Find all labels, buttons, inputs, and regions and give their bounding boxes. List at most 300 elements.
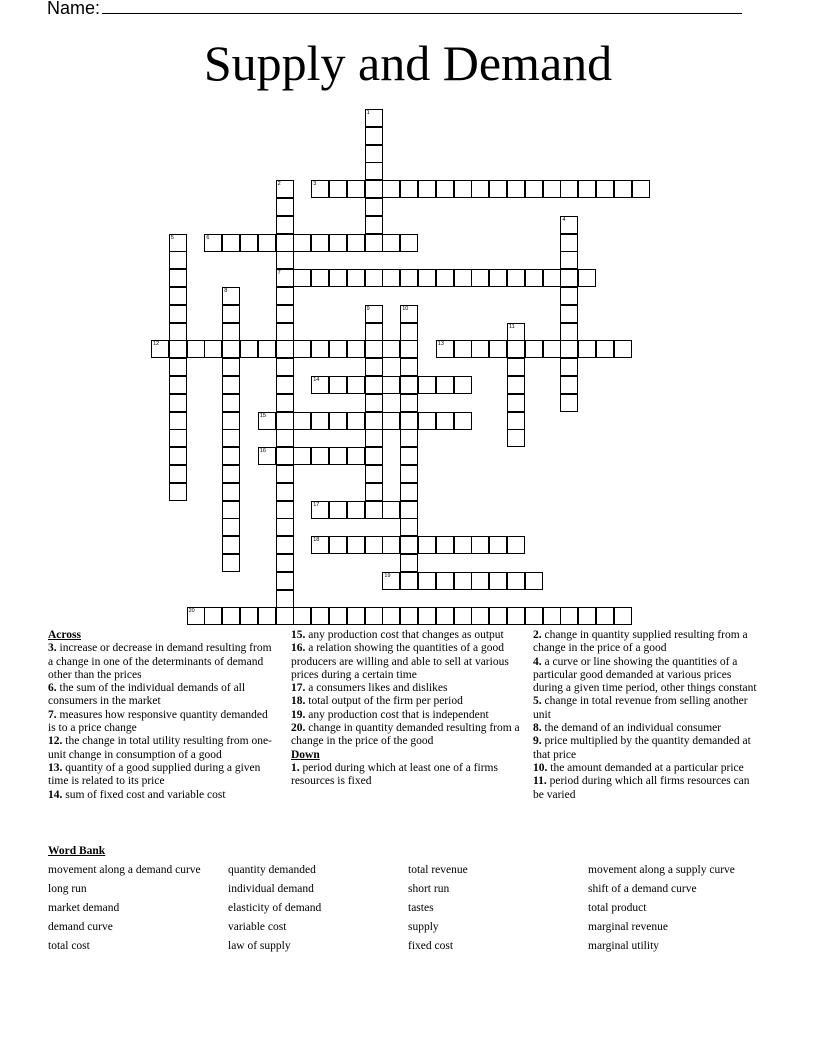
clue-number: 9 (366, 305, 370, 312)
grid-cell[interactable] (507, 572, 525, 590)
grid-cell[interactable] (525, 180, 543, 198)
clue-number: 6 (206, 234, 210, 241)
grid-cell[interactable] (276, 483, 294, 501)
grid-cell[interactable] (365, 376, 383, 394)
grid-cell[interactable] (222, 465, 240, 483)
word-bank-item: marginal revenue (588, 921, 668, 933)
grid-cell[interactable] (169, 323, 187, 341)
clue-number: 1 (366, 110, 370, 116)
clue-item: 19. any production cost that is independent (291, 708, 489, 721)
word-bank-item: variable cost (228, 921, 287, 933)
down-header: Down (291, 748, 320, 761)
grid-cell[interactable] (471, 536, 489, 554)
grid-cell[interactable] (543, 340, 561, 358)
grid-cell[interactable] (276, 607, 294, 625)
grid-cell[interactable] (596, 180, 614, 198)
grid-cell[interactable] (418, 536, 436, 554)
grid-cell[interactable] (258, 234, 276, 252)
grid-cell[interactable] (418, 607, 436, 625)
clue-number: 12 (153, 341, 160, 348)
grid-cell[interactable] (560, 287, 578, 305)
grid-cell[interactable] (222, 323, 240, 341)
clue-number: 14 (313, 377, 320, 383)
grid-cell[interactable] (240, 234, 258, 252)
word-bank-title: Word Bank (48, 845, 106, 857)
grid-cell[interactable] (365, 536, 383, 554)
grid-cell[interactable] (454, 340, 472, 358)
grid-cell[interactable] (204, 234, 222, 252)
grid-cell[interactable] (382, 536, 400, 554)
grid-cell[interactable] (365, 501, 383, 519)
grid-cell[interactable] (222, 447, 240, 465)
grid-cell[interactable] (258, 447, 276, 465)
grid-cell[interactable] (365, 162, 383, 180)
grid-cell[interactable] (400, 305, 418, 323)
grid-cell[interactable] (400, 180, 418, 198)
grid-cell[interactable] (293, 234, 311, 252)
grid-cell[interactable] (169, 483, 187, 501)
grid-cell[interactable] (578, 180, 596, 198)
grid-cell[interactable] (365, 269, 383, 287)
clue-item: 13. quantity of a good supplied during a given time is related to its price (48, 761, 261, 788)
grid-cell[interactable] (329, 340, 347, 358)
grid-cell[interactable] (276, 376, 294, 394)
grid-cell[interactable] (169, 412, 187, 430)
grid-cell[interactable] (382, 412, 400, 430)
grid-cell[interactable] (276, 234, 294, 252)
grid-cell[interactable] (365, 109, 383, 127)
word-bank-item: total revenue (408, 864, 468, 876)
grid-cell[interactable] (365, 127, 383, 145)
grid-cell[interactable] (382, 234, 400, 252)
grid-cell[interactable] (400, 483, 418, 501)
grid-cell[interactable] (454, 180, 472, 198)
grid-cell[interactable] (525, 269, 543, 287)
grid-cell[interactable] (276, 340, 294, 358)
grid-cell[interactable] (507, 412, 525, 430)
grid-cell[interactable] (169, 376, 187, 394)
grid-cell[interactable] (276, 429, 294, 447)
grid-cell[interactable] (347, 536, 365, 554)
grid-cell[interactable] (418, 180, 436, 198)
grid-cell[interactable] (365, 394, 383, 412)
grid-cell[interactable] (311, 180, 329, 198)
grid-cell[interactable] (204, 340, 222, 358)
grid-cell[interactable] (293, 607, 311, 625)
grid-cell[interactable] (454, 536, 472, 554)
grid-cell[interactable] (560, 340, 578, 358)
across-header: Across (48, 629, 82, 641)
word-bank-item: elasticity of demand (228, 902, 322, 914)
grid-cell[interactable] (258, 412, 276, 430)
grid-cell[interactable] (365, 323, 383, 341)
grid-cell[interactable] (169, 269, 187, 287)
grid-cell[interactable] (276, 536, 294, 554)
grid-cell[interactable] (400, 323, 418, 341)
grid-cell[interactable] (169, 287, 187, 305)
grid-cell[interactable] (222, 287, 240, 305)
grid-cell[interactable] (400, 412, 418, 430)
clue-item: 14. sum of fixed cost and variable cost (48, 788, 226, 801)
grid-cell[interactable] (454, 376, 472, 394)
clue-number: 19 (384, 572, 391, 579)
grid-cell[interactable] (543, 607, 561, 625)
grid-cell[interactable] (507, 607, 525, 625)
grid-cell[interactable] (578, 269, 596, 287)
grid-cell[interactable] (400, 447, 418, 465)
grid-cell[interactable] (329, 501, 347, 519)
grid-cell[interactable] (400, 234, 418, 252)
grid-cell[interactable] (222, 429, 240, 447)
grid-cell[interactable] (560, 323, 578, 341)
grid-cell[interactable] (222, 234, 240, 252)
grid-cell[interactable] (543, 269, 561, 287)
grid-cell[interactable] (311, 340, 329, 358)
clues-column-2 (291, 629, 523, 789)
clue-number: 17 (313, 501, 320, 508)
grid-cell[interactable] (507, 269, 525, 287)
grid-cell[interactable] (507, 180, 525, 198)
clue-number: 13 (437, 341, 444, 348)
grid-cell[interactable] (222, 607, 240, 625)
grid-cell[interactable] (400, 572, 418, 590)
grid-cell[interactable] (293, 340, 311, 358)
word-bank-item: tastes (408, 902, 434, 914)
grid-cell[interactable] (560, 358, 578, 376)
grid-cell[interactable] (329, 376, 347, 394)
grid-cell[interactable] (329, 607, 347, 625)
grid-cell[interactable] (560, 394, 578, 412)
grid-cell[interactable] (347, 269, 365, 287)
grid-cell[interactable] (560, 216, 578, 234)
grid-cell[interactable] (347, 501, 365, 519)
grid-cell[interactable] (400, 376, 418, 394)
grid-cell[interactable] (507, 358, 525, 376)
clues-column-1 (48, 629, 276, 802)
grid-cell[interactable] (276, 590, 294, 608)
grid-cell[interactable] (329, 412, 347, 430)
grid-cell[interactable] (347, 607, 365, 625)
grid-cell[interactable] (347, 376, 365, 394)
grid-cell[interactable] (400, 429, 418, 447)
grid-cell[interactable] (382, 180, 400, 198)
clue-item: 16. a relation showing the quantities of a good producers are willing and able to sell at various prices during a certain time (291, 642, 509, 681)
grid-cell[interactable] (276, 251, 294, 269)
grid-cell[interactable] (222, 518, 240, 536)
grid-cell[interactable] (507, 536, 525, 554)
grid-cell[interactable] (543, 180, 561, 198)
grid-cell[interactable] (418, 412, 436, 430)
grid-cell[interactable] (222, 501, 240, 519)
grid-cell[interactable] (436, 180, 454, 198)
grid-cell[interactable] (169, 251, 187, 269)
grid-cell[interactable] (276, 501, 294, 519)
grid-cell[interactable] (400, 340, 418, 358)
grid-cell[interactable] (418, 572, 436, 590)
grid-cell[interactable] (365, 447, 383, 465)
clue-item: 3. increase or decrease in demand resulting from a change in one of the determinants of demand other than the prices (48, 642, 272, 681)
grid-cell[interactable] (525, 572, 543, 590)
clue-number: 15 (259, 412, 266, 419)
grid-cell[interactable] (311, 412, 329, 430)
grid-cell[interactable] (365, 234, 383, 252)
clue-item: 4. a curve or line showing the quantities of a particular good demanded at various prices during a given time period, other things constant (533, 655, 757, 695)
grid-cell[interactable] (418, 376, 436, 394)
grid-cell[interactable] (169, 358, 187, 376)
grid-cell[interactable] (169, 234, 187, 252)
clue-item: 18. total output of the firm per period (291, 695, 463, 708)
name-field (47, 0, 742, 18)
grid-cell[interactable] (365, 180, 383, 198)
grid-cell[interactable] (560, 376, 578, 394)
grid-cell[interactable] (489, 607, 507, 625)
grid-cell[interactable] (365, 216, 383, 234)
grid-cell[interactable] (276, 572, 294, 590)
grid-cell[interactable] (347, 340, 365, 358)
grid-cell[interactable] (471, 340, 489, 358)
grid-cell[interactable] (293, 269, 311, 287)
grid-cell[interactable] (365, 483, 383, 501)
grid-cell[interactable] (400, 536, 418, 554)
grid-cell[interactable] (525, 340, 543, 358)
grid-cell[interactable] (276, 358, 294, 376)
grid-cell[interactable] (578, 607, 596, 625)
grid-cell[interactable] (614, 607, 632, 625)
grid-cell[interactable] (151, 340, 169, 358)
grid-cell[interactable] (204, 607, 222, 625)
grid-cell[interactable] (311, 607, 329, 625)
grid-cell[interactable] (347, 412, 365, 430)
grid-cell[interactable] (365, 340, 383, 358)
word-bank-item: short run (408, 883, 450, 895)
grid-cell[interactable] (436, 607, 454, 625)
grid-cell[interactable] (222, 536, 240, 554)
grid-cell[interactable] (507, 323, 525, 341)
grid-cell[interactable] (489, 269, 507, 287)
grid-cell[interactable] (365, 198, 383, 216)
grid-cell[interactable] (169, 465, 187, 483)
grid-cell[interactable] (311, 234, 329, 252)
grid-cell[interactable] (382, 607, 400, 625)
grid-cell[interactable] (436, 536, 454, 554)
grid-cell[interactable] (400, 607, 418, 625)
grid-cell[interactable] (222, 340, 240, 358)
grid-cell[interactable] (276, 447, 294, 465)
grid-cell[interactable] (258, 607, 276, 625)
grid-cell[interactable] (365, 358, 383, 376)
grid-cell[interactable] (187, 607, 205, 625)
clue-item: 1. period during which at least one of a firms resources is fixed (291, 761, 498, 788)
grid-cell[interactable] (489, 180, 507, 198)
grid-cell[interactable] (365, 145, 383, 163)
grid-cell[interactable] (382, 340, 400, 358)
grid-cell[interactable] (471, 269, 489, 287)
grid-cell[interactable] (436, 412, 454, 430)
grid-cell[interactable] (365, 412, 383, 430)
word-bank-item: market demand (48, 902, 120, 914)
grid-cell[interactable] (454, 572, 472, 590)
grid-cell[interactable] (560, 269, 578, 287)
grid-cell[interactable] (560, 234, 578, 252)
grid-cell[interactable] (311, 501, 329, 519)
grid-cell[interactable] (400, 358, 418, 376)
grid-cell[interactable] (276, 198, 294, 216)
word-bank-item: shift of a demand curve (588, 883, 697, 895)
grid-cell[interactable] (454, 269, 472, 287)
grid-cell[interactable] (507, 340, 525, 358)
grid-cell[interactable] (400, 465, 418, 483)
grid-cell[interactable] (436, 572, 454, 590)
grid-cell[interactable] (454, 607, 472, 625)
word-bank-item: total product (588, 902, 647, 914)
grid-cell[interactable] (489, 536, 507, 554)
grid-cell[interactable] (382, 501, 400, 519)
grid-cell[interactable] (169, 429, 187, 447)
grid-cell[interactable] (222, 394, 240, 412)
grid-cell[interactable] (276, 518, 294, 536)
grid-cell[interactable] (276, 305, 294, 323)
word-bank-item: total cost (48, 940, 90, 952)
grid-cell[interactable] (276, 216, 294, 234)
clue-item: 12. the change in total utility resulting from one-unit change in consumption of a good (48, 735, 272, 761)
grid-cell[interactable] (240, 607, 258, 625)
grid-cell[interactable] (276, 412, 294, 430)
grid-cell[interactable] (382, 269, 400, 287)
grid-cell[interactable] (347, 180, 365, 198)
grid-cell[interactable] (507, 429, 525, 447)
grid-cell[interactable] (578, 340, 596, 358)
grid-cell[interactable] (471, 180, 489, 198)
grid-cell[interactable] (365, 429, 383, 447)
grid-cell[interactable] (222, 358, 240, 376)
word-bank-item: individual demand (228, 883, 314, 895)
grid-cell[interactable] (329, 234, 347, 252)
grid-cell[interactable] (329, 447, 347, 465)
grid-cell[interactable] (418, 269, 436, 287)
grid-cell[interactable] (507, 394, 525, 412)
word-bank-item: supply (408, 921, 439, 933)
grid-cell[interactable] (276, 394, 294, 412)
grid-cell[interactable] (400, 269, 418, 287)
grid-cell[interactable] (187, 340, 205, 358)
grid-cell[interactable] (222, 412, 240, 430)
grid-cell[interactable] (436, 340, 454, 358)
grid-cell[interactable] (276, 287, 294, 305)
grid-cell[interactable] (400, 554, 418, 572)
grid-cell[interactable] (276, 323, 294, 341)
clue-number: 5 (170, 234, 174, 241)
grid-cell[interactable] (454, 412, 472, 430)
grid-cell[interactable] (400, 518, 418, 536)
grid-cell[interactable] (258, 340, 276, 358)
grid-cell[interactable] (596, 340, 614, 358)
grid-cell[interactable] (560, 180, 578, 198)
clue-item: 20. change in quantity demanded resulting from a change in the price of the good (291, 722, 520, 748)
grid-cell[interactable] (347, 447, 365, 465)
clue-number: 7 (277, 270, 281, 277)
clue-item: 11. period during which all firms resources can be varied (533, 775, 750, 801)
grid-cell[interactable] (311, 447, 329, 465)
clue-item: 6. the sum of the individual demands of all consumers in the market (48, 682, 246, 708)
clue-number: 16 (259, 448, 266, 455)
word-bank-item: marginal utility (588, 940, 660, 952)
grid-cell[interactable] (311, 536, 329, 554)
grid-cell[interactable] (400, 501, 418, 519)
grid-cell[interactable] (222, 305, 240, 323)
grid-cell[interactable] (240, 340, 258, 358)
clue-number: 11 (509, 323, 515, 330)
grid-cell[interactable] (276, 180, 294, 198)
grid-cell[interactable] (276, 269, 294, 287)
grid-cell[interactable] (276, 554, 294, 572)
grid-cell[interactable] (293, 412, 311, 430)
grid-cell[interactable] (400, 394, 418, 412)
grid-cell[interactable] (560, 607, 578, 625)
grid-cell[interactable] (489, 340, 507, 358)
clue-item: 2. change in quantity supplied resulting from a change in the price of a good (533, 629, 748, 655)
grid-cell[interactable] (329, 180, 347, 198)
grid-cell[interactable] (365, 607, 383, 625)
grid-cell[interactable] (222, 376, 240, 394)
grid-cell[interactable] (347, 234, 365, 252)
grid-cell[interactable] (169, 305, 187, 323)
grid-cell[interactable] (560, 251, 578, 269)
word-bank-item: law of supply (228, 940, 291, 952)
grid-cell[interactable] (507, 376, 525, 394)
clue-item: 15. any production cost that changes as output (291, 629, 504, 641)
grid-cell[interactable] (222, 554, 240, 572)
word-bank-item: quantity demanded (228, 864, 316, 876)
grid-cell[interactable] (169, 340, 187, 358)
grid-cell[interactable] (311, 269, 329, 287)
grid-cell[interactable] (365, 305, 383, 323)
grid-cell[interactable] (169, 394, 187, 412)
grid-cell[interactable] (489, 572, 507, 590)
grid-cell[interactable] (560, 305, 578, 323)
page-title: Supply and Demand (203, 35, 613, 91)
grid-cell[interactable] (471, 607, 489, 625)
clue-number: 3 (313, 181, 317, 188)
grid-cell[interactable] (596, 607, 614, 625)
grid-cell[interactable] (329, 536, 347, 554)
clue-item: 5. change in total revenue from selling another unit (533, 695, 748, 721)
grid-cell[interactable] (329, 269, 347, 287)
grid-cell[interactable] (382, 572, 400, 590)
grid-cell[interactable] (632, 180, 650, 198)
grid-cell[interactable] (276, 465, 294, 483)
clue-item: 17. a consumers likes and dislikes (291, 682, 448, 695)
grid-cell[interactable] (382, 376, 400, 394)
grid-cell[interactable] (365, 465, 383, 483)
grid-cell[interactable] (471, 572, 489, 590)
grid-cell[interactable] (222, 483, 240, 501)
grid-cell[interactable] (436, 376, 454, 394)
clue-number: 4 (562, 216, 566, 223)
name-underline (102, 0, 742, 14)
word-bank-item: fixed cost (408, 940, 454, 952)
word-bank-item: movement along a demand curve (48, 864, 201, 876)
grid-cell[interactable] (311, 376, 329, 394)
grid-cell[interactable] (436, 269, 454, 287)
clues-column-3 (533, 629, 761, 802)
grid-cell[interactable] (525, 607, 543, 625)
clue-number: 10 (402, 305, 409, 312)
grid-cell[interactable] (614, 340, 632, 358)
word-bank-item: long run (48, 883, 87, 895)
grid-cell[interactable] (293, 447, 311, 465)
grid-cell[interactable] (614, 180, 632, 198)
grid-cell[interactable] (169, 447, 187, 465)
